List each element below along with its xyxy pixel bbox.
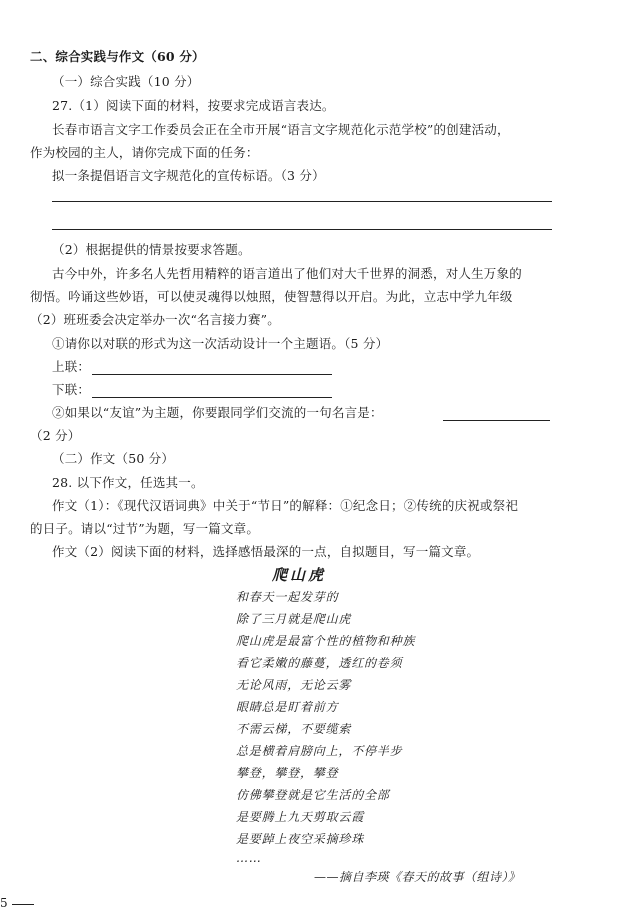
q27-2-para-line2: 彻悟。吟诵这些妙语，可以使灵魂得以烛照，使智慧得以开启。为此，立志中学九年级	[30, 289, 513, 304]
q27-1-intro: 27.（1）阅读下面的材料，按要求完成语言表达。	[52, 98, 335, 113]
poem-line: 爬山虎是最富个性的植物和种族	[236, 634, 416, 648]
q27-1-material-line2: 作为校园的主人，请你完成下面的任务：	[30, 145, 259, 160]
q27-2-task1: ①请你以对联的形式为这一次活动设计一个主题语。（5 分）	[52, 336, 389, 351]
lower-couplet-line[interactable]	[92, 397, 332, 398]
page-number-dash	[12, 904, 34, 905]
poem-line: 除了三月就是爬山虎	[236, 612, 352, 626]
page-number: 5	[0, 896, 8, 910]
poem-title: 爬山虎	[272, 566, 327, 584]
poem-line: 无论风雨，无论云雾	[236, 678, 352, 692]
q27-2-para-line1: 古今中外，许多名人先哲用精粹的语言道出了他们对大千世界的洞悉，对人生万象的	[52, 266, 522, 281]
poem-line: 不需云梯，不要缆索	[236, 722, 352, 736]
poem-line: 和春天一起发芽的	[236, 590, 339, 604]
poem-line: 是要腾上九天剪取云霞	[236, 810, 365, 824]
q27-2-task2: ②如果以“友谊”为主题，你要跟同学们交流的一句名言是：	[52, 405, 383, 420]
lower-couplet-label: 下联：	[52, 382, 91, 397]
q27-2-task2-score: （2 分）	[30, 428, 81, 443]
poem-line: 眼睛总是盯着前方	[236, 700, 339, 714]
poem-line: 是要踔上夜空采摘珍珠	[236, 832, 365, 846]
poem-line: 总是横着肩膀向上，不停半步	[236, 744, 403, 758]
essay1-line2: 的日子。请以“过节”为题，写一篇文章。	[30, 521, 260, 536]
q27-2-para-line3: （2）班班委会决定举办一次“名言接力赛”。	[30, 312, 280, 327]
poem-ellipsis: ……	[236, 851, 262, 865]
q27-1-task: 拟一条提倡语言文字规范化的宣传标语。（3 分）	[52, 168, 325, 183]
essay1-line1: 作文（1）：《现代汉语词典》中关于“节日”的解释：①纪念日；②传统的庆祝或祭祀	[52, 498, 519, 513]
answer-line-2[interactable]	[52, 229, 552, 230]
upper-couplet-label: 上联：	[52, 359, 91, 374]
q27-1-material-line1: 长春市语言文字工作委员会正在全市开展“语言文字规范化示范学校”的创建活动，	[52, 122, 510, 137]
poem-source: ——摘自李瑛《春天的故事（组诗）》	[314, 870, 521, 884]
q27-2-intro: （2）根据提供的情景按要求答题。	[52, 242, 251, 257]
section-title: 二、综合实践与作文（60 分）	[30, 49, 205, 64]
part1-title: （一）综合实践（10 分）	[52, 74, 200, 89]
poem-line: 看它柔嫩的藤蔓，透红的卷须	[236, 656, 403, 670]
q28-intro: 28. 以下作文，任选其一。	[52, 475, 204, 490]
upper-couplet-line[interactable]	[92, 374, 332, 375]
essay2-intro: 作文（2）阅读下面的材料，选择感悟最深的一点，自拟题目，写一篇文章。	[52, 544, 480, 559]
poem-line: 仿佛攀登就是它生活的全部	[236, 788, 390, 802]
answer-line-1[interactable]	[52, 201, 552, 202]
poem-line: 攀登，攀登，攀登	[236, 766, 339, 780]
part2-title: （二）作文（50 分）	[52, 451, 175, 466]
quote-answer-line[interactable]	[443, 420, 550, 421]
